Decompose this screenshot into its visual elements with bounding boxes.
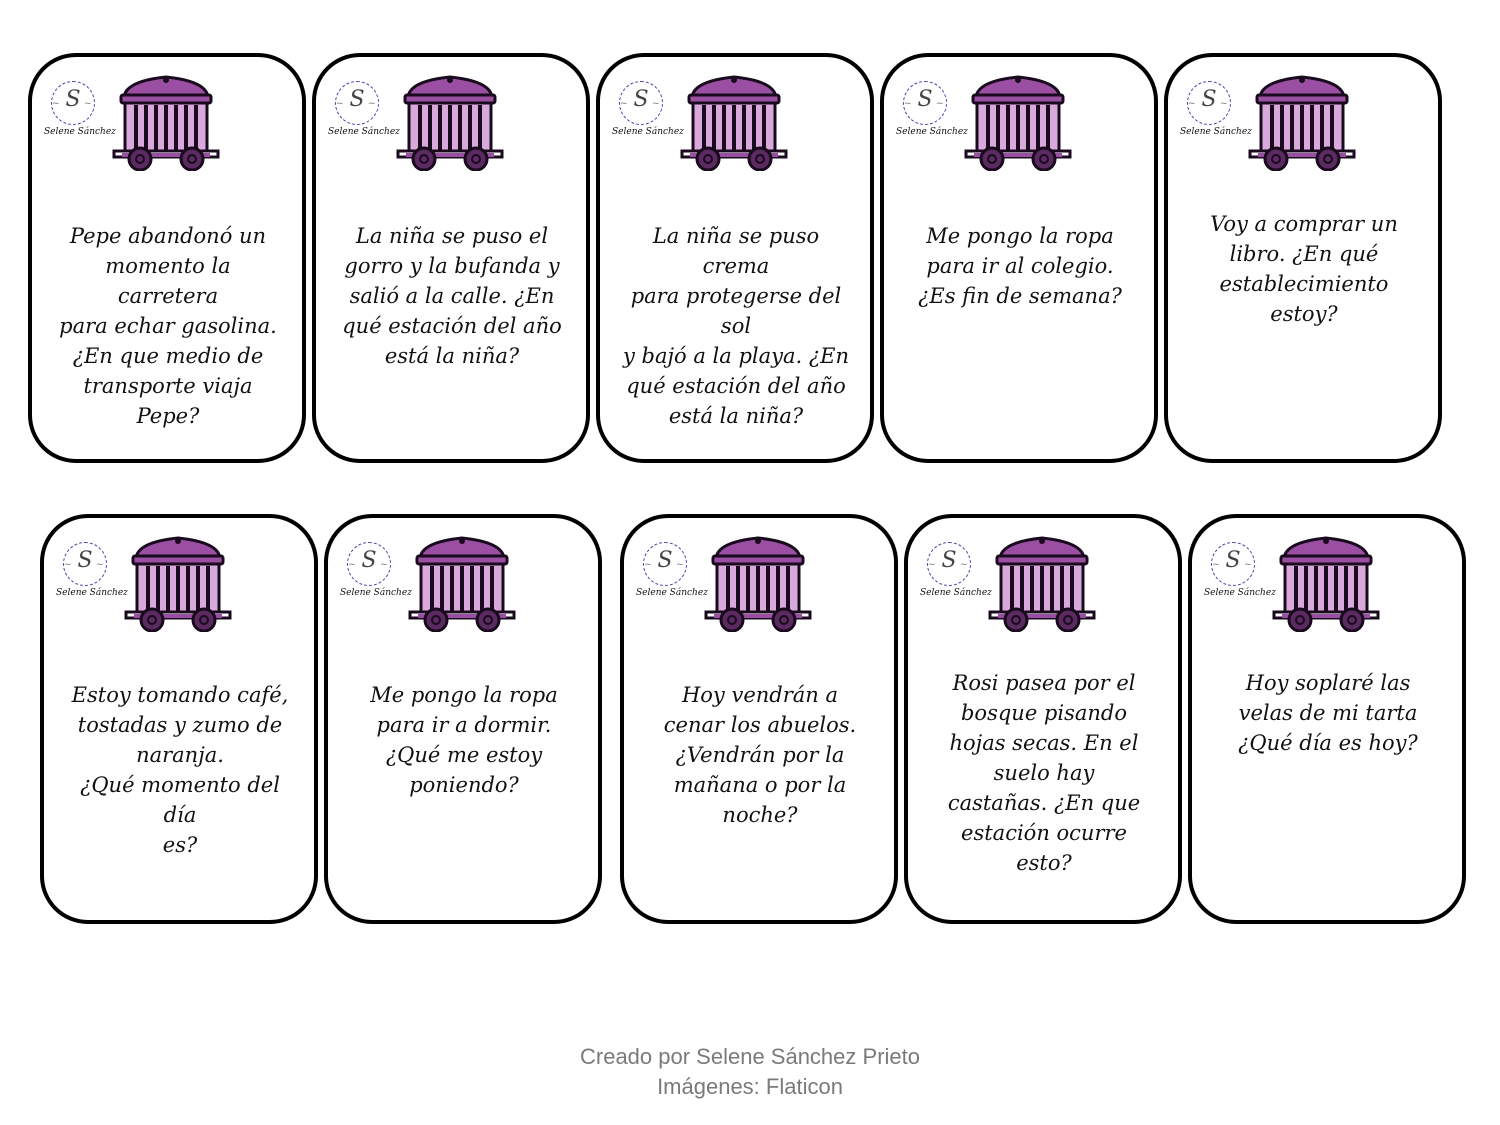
- logo-swirl-icon: ~: [336, 99, 344, 109]
- question-card: [880, 53, 1158, 463]
- question-text: Rosi pasea por el bosque pisando hojas secas. En el suelo hay castañas. ¿En que estación ocurre esto?: [947, 671, 1141, 875]
- question-card: [324, 514, 602, 924]
- logo-swirl-icon: ~: [1212, 560, 1220, 570]
- question-text: La niña se puso crema para protegerse del sol y bajó a la playa. ¿En qué estación del año está la niña?: [623, 224, 849, 428]
- question-text: Hoy soplaré las velas de mi tarta ¿Qué día es hoy?: [1238, 671, 1418, 755]
- wagon-icon: [408, 528, 516, 632]
- wagon-icon: [396, 67, 504, 171]
- logo-initial: S: [361, 548, 377, 573]
- logo-swirl-icon: ~: [380, 560, 388, 570]
- logo-swirl-icon: ~: [96, 560, 104, 570]
- question-text: Me pongo la ropa para ir al colegio. ¿Es fin de semana?: [918, 224, 1122, 308]
- question-card: [1188, 514, 1466, 924]
- logo-swirl-icon: ~: [84, 99, 92, 109]
- wagon-icon: [964, 67, 1072, 171]
- logo-swirl-icon: ~: [1188, 99, 1196, 109]
- logo-name: Selene Sánchez: [328, 127, 400, 137]
- question-card: [312, 53, 590, 463]
- logo-name: Selene Sánchez: [340, 588, 412, 598]
- logo-swirl-icon: ~: [644, 560, 652, 570]
- logo-swirl-icon: ~: [960, 560, 968, 570]
- logo-swirl-icon: ~: [52, 99, 60, 109]
- wagon-icon: [1272, 528, 1380, 632]
- logo-swirl-icon: ~: [1244, 560, 1252, 570]
- question-text: Hoy vendrán a cenar los abuelos. ¿Vendrán por la mañana o por la noche?: [663, 683, 857, 827]
- selene-sanchez-logo: [920, 542, 992, 606]
- wagon-icon: [124, 528, 232, 632]
- wagon-icon: [112, 67, 220, 171]
- logo-swirl-icon: ~: [368, 99, 376, 109]
- logo-swirl-icon: ~: [652, 99, 660, 109]
- question-text: Pepe abandonó un momento la carretera para echar gasolina. ¿En que medio de transporte viaja Pepe?: [59, 224, 277, 428]
- question-card: [28, 53, 306, 463]
- logo-name: Selene Sánchez: [44, 127, 116, 137]
- wagon-icon: [704, 528, 812, 632]
- logo-initial: S: [1225, 548, 1241, 573]
- logo-swirl-icon: ~: [348, 560, 356, 570]
- question-card: [904, 514, 1182, 924]
- footer-images-credit: Imágenes: Flaticon: [657, 1074, 843, 1099]
- logo-name: Selene Sánchez: [896, 127, 968, 137]
- logo-initial: S: [657, 548, 673, 573]
- question-text: Estoy tomando café, tostadas y zumo de naranja. ¿Qué momento del día es?: [71, 683, 289, 857]
- logo-initial: S: [941, 548, 957, 573]
- question-card: [1164, 53, 1442, 463]
- logo-swirl-icon: ~: [1220, 99, 1228, 109]
- selene-sanchez-logo: [340, 542, 412, 606]
- wagon-icon: [680, 67, 788, 171]
- selene-sanchez-logo: [44, 81, 116, 145]
- logo-initial: S: [1201, 87, 1217, 112]
- selene-sanchez-logo: [612, 81, 684, 145]
- footer-author: Creado por Selene Sánchez Prieto: [580, 1044, 920, 1069]
- logo-name: Selene Sánchez: [612, 127, 684, 137]
- wagon-icon: [988, 528, 1096, 632]
- logo-initial: S: [349, 87, 365, 112]
- selene-sanchez-logo: [636, 542, 708, 606]
- logo-initial: S: [633, 87, 649, 112]
- logo-swirl-icon: ~: [928, 560, 936, 570]
- logo-swirl-icon: ~: [904, 99, 912, 109]
- logo-name: Selene Sánchez: [920, 588, 992, 598]
- logo-swirl-icon: ~: [64, 560, 72, 570]
- selene-sanchez-logo: [896, 81, 968, 145]
- question-card: [620, 514, 898, 924]
- question-text: Me pongo la ropa para ir a dormir. ¿Qué me estoy poniendo?: [370, 683, 558, 797]
- logo-swirl-icon: ~: [676, 560, 684, 570]
- logo-swirl-icon: ~: [936, 99, 944, 109]
- selene-sanchez-logo: [56, 542, 128, 606]
- logo-name: Selene Sánchez: [1180, 127, 1252, 137]
- logo-initial: S: [917, 87, 933, 112]
- wagon-icon: [1248, 67, 1356, 171]
- question-card: [596, 53, 874, 463]
- question-text: Voy a comprar un libro. ¿En qué establecimiento estoy?: [1210, 212, 1398, 326]
- selene-sanchez-logo: [1180, 81, 1252, 145]
- logo-swirl-icon: ~: [620, 99, 628, 109]
- question-card: [40, 514, 318, 924]
- logo-name: Selene Sánchez: [1204, 588, 1276, 598]
- selene-sanchez-logo: [328, 81, 400, 145]
- logo-initial: S: [65, 87, 81, 112]
- logo-name: Selene Sánchez: [636, 588, 708, 598]
- question-text: La niña se puso el gorro y la bufanda y salió a la calle. ¿En qué estación del año está la niña?: [342, 224, 562, 368]
- selene-sanchez-logo: [1204, 542, 1276, 606]
- logo-name: Selene Sánchez: [56, 588, 128, 598]
- logo-initial: S: [77, 548, 93, 573]
- footer-credits: [0, 1042, 1500, 1102]
